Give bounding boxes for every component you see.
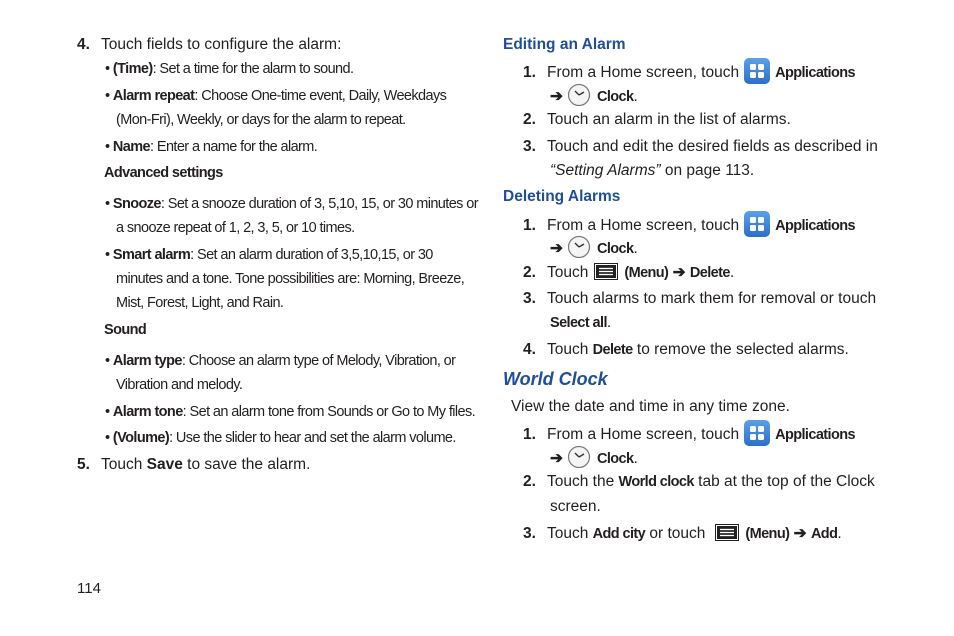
deleting-step-3: 3. Touch alarms to mark them for removal or touch [523, 290, 877, 307]
world-clock-step-1: 1. From a Home screen, touch Applications [523, 422, 855, 448]
deleting-step-3-cont: Select all. [550, 314, 612, 331]
clock-icon [567, 235, 591, 259]
step-5: 5. Touch Save to save the alarm. [77, 456, 311, 473]
applications-icon [744, 58, 770, 84]
bullet-snooze: • Snooze: Set a snooze duration of 3, 5,10, 15, or 30 minutes or [105, 196, 478, 212]
editing-step-1-cont: ➔ Clock. [550, 85, 638, 109]
setting-alarms-reference[interactable]: “Setting Alarms” [550, 162, 661, 179]
bullet-smart-alarm-cont2: Mist, Forest, Light, and Rain. [116, 295, 284, 311]
world-clock-intro: View the date and time in any time zone. [511, 398, 790, 415]
bullet-alarm-repeat-cont: (Mon-Fri), Weekly, or days for the alarm to repeat. [116, 112, 406, 128]
step-4: 4. Touch fields to configure the alarm: [77, 36, 342, 53]
bullet-time: • (Time): Set a time for the alarm to sound. [105, 61, 354, 77]
menu-icon [715, 524, 739, 541]
menu-icon [594, 263, 618, 280]
applications-icon [744, 211, 770, 237]
page-number: 114 [77, 580, 101, 597]
deleting-step-4: 4. Touch Delete to remove the selected alarms. [523, 341, 849, 358]
editing-step-3-cont: “Setting Alarms” on page 113. [550, 162, 755, 179]
bullet-alarm-repeat: • Alarm repeat: Choose One-time event, Daily, Weekdays [105, 88, 447, 104]
bullet-smart-alarm-cont1: minutes and a tone. Tone possibilities are: Morning, Breeze, [116, 271, 465, 287]
editing-step-3: 3. Touch and edit the desired fields as described in [523, 138, 878, 155]
bullet-alarm-type-cont: Vibration and melody. [116, 377, 243, 393]
advanced-settings-heading: Advanced settings [104, 165, 223, 181]
world-clock-step-3: 3. Touch Add city or touch (Menu) ➔ Add. [523, 525, 842, 542]
world-clock-step-2: 2. Touch the World clock tab at the top of the Clock [523, 473, 875, 490]
bullet-alarm-type: • Alarm type: Choose an alarm type of Melody, Vibration, or [105, 353, 456, 369]
bullet-name: • Name: Enter a name for the alarm. [105, 139, 318, 155]
clock-icon [567, 83, 591, 107]
bullet-smart-alarm: • Smart alarm: Set an alarm duration of 3,5,10,15, or 30 [105, 247, 433, 263]
bullet-volume: • (Volume): Use the slider to hear and set the alarm volume. [105, 430, 456, 446]
world-clock-heading: World Clock [503, 369, 608, 389]
deleting-step-1: 1. From a Home screen, touch Applications [523, 213, 855, 239]
editing-alarm-heading: Editing an Alarm [503, 36, 626, 53]
bullet-alarm-tone: • Alarm tone: Set an alarm tone from Sounds or Go to My files. [105, 404, 476, 420]
editing-step-2: 2. Touch an alarm in the list of alarms. [523, 111, 791, 128]
bullet-snooze-cont: a snooze repeat of 1, 2, 3, 5, or 10 times. [116, 220, 355, 236]
world-clock-step-2-cont: screen. [550, 498, 601, 515]
deleting-step-1-cont: ➔ Clock. [550, 237, 638, 261]
deleting-step-2: 2. Touch (Menu) ➔ Delete. [523, 264, 735, 281]
world-clock-step-1-cont: ➔ Clock. [550, 447, 638, 471]
sound-heading: Sound [104, 322, 147, 338]
editing-step-1: 1. From a Home screen, touch Applications [523, 60, 855, 86]
applications-icon [744, 420, 770, 446]
deleting-alarms-heading: Deleting Alarms [503, 188, 621, 205]
clock-icon [567, 445, 591, 469]
